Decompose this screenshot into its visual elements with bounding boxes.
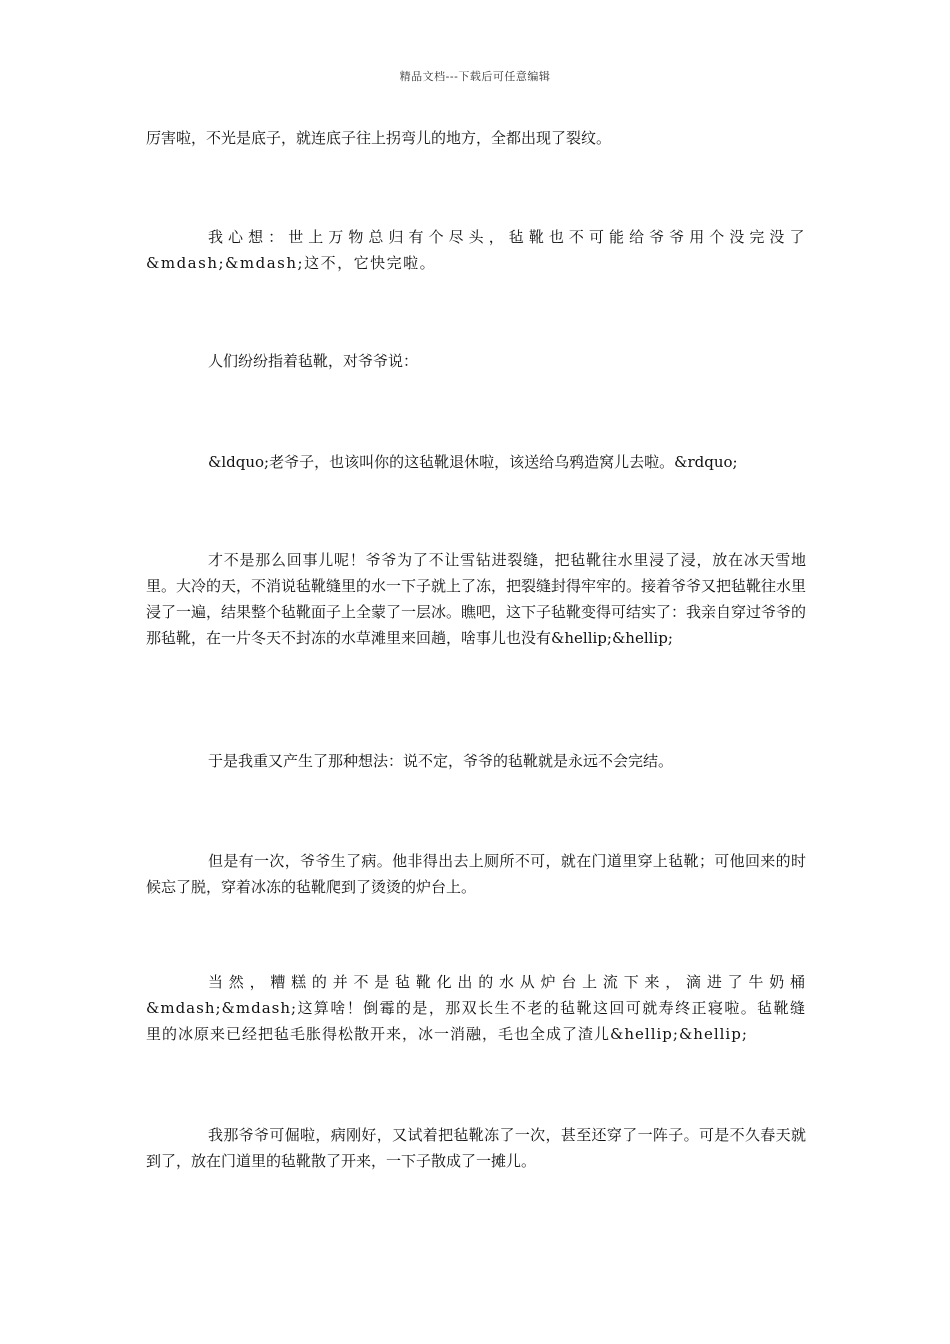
paragraph: 我心想：世上万物总归有个尽头，毡靴也不可能给爷爷用个没完没了&mdash;&mdash;这不，它快完啦。 [146, 228, 806, 272]
paragraph: 才不是那么回事儿呢！爷爷为了不让雪钻进裂缝，把毡靴往水里浸了浸，放在冰天雪地里。大冷的天，不消说毡靴缝里的水一下子就上了冻，把裂缝封得牢牢的。接着爷爷又把毡靴往水里浸了一遍，结果整个毡靴面子上全蒙了一层冰。瞧吧，这下子毡靴变得可结实了：我亲自穿过爷爷的那毡靴，在一片冬天不封冻的水草滩里来回趟，啥事儿也没有&hellip;&hellip; [146, 551, 807, 647]
paragraph: 厉害啦，不光是底子，就连底子往上拐弯儿的地方，全都出现了裂纹。 [146, 129, 612, 147]
paragraph: 但是有一次，爷爷生了病。他非得出去上厕所不可，就在门道里穿上毡靴；可他回来的时候忘了脱，穿着冰冻的毡靴爬到了烫烫的炉台上。 [146, 852, 806, 896]
paragraph: &ldquo;老爷子，也该叫你的这毡靴退休啦，该送给乌鸦造窝儿去啦。&rdquo; [208, 453, 738, 471]
paragraph: 人们纷纷指着毡靴，对爷爷说： [208, 352, 419, 370]
paragraph: 于是我重又产生了那种想法：说不定，爷爷的毡靴就是永远不会完结。 [208, 752, 674, 770]
page-header: 精品文档---下载后可任意编辑 [399, 70, 551, 83]
paragraph: 当然，糟糕的并不是毡靴化出的水从炉台上流下来，滴进了牛奶桶&mdash;&mdash;这算啥！倒霉的是，那双长生不老的毡靴这回可就寿终正寝啦。毡靴缝里的冰原来已经把毡毛胀得松散开来，冰一消融，毛也全成了渣儿&hellip;&hellip; [146, 973, 806, 1043]
paragraph: 我那爷爷可倔啦，病刚好，又试着把毡靴冻了一次，甚至还穿了一阵子。可是不久春天就到了，放在门道里的毡靴散了开来，一下子散成了一摊儿。 [146, 1126, 806, 1170]
